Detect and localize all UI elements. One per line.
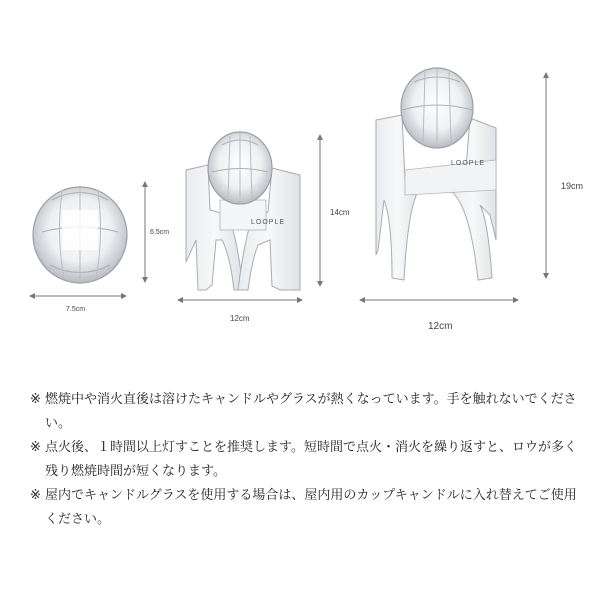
small-width-label: 7.5cm	[66, 306, 86, 313]
note-text: 燃焼中や消火直後は溶けたキャンドルやグラスが熱くなっています。手を触れないでください。	[45, 392, 577, 431]
note-text: 点火後、１時間以上灯すことを推奨します。短時間で点火・消火を繰り返すと、ロウが多く残り燃焼時間が短くなります。	[45, 440, 577, 479]
large-width-label: 12cm	[428, 321, 453, 332]
small-candle-glass	[33, 187, 127, 283]
medium-brand-label: LOOPLE	[251, 219, 286, 226]
small-height-label: 6.5cm	[150, 229, 170, 236]
medium-candle-stand	[186, 132, 300, 290]
medium-height-label: 14cm	[330, 208, 350, 217]
caution-note	[30, 436, 580, 484]
caution-notes	[30, 388, 580, 532]
large-brand-label: LOOPLE	[451, 160, 486, 167]
large-height-label: 19cm	[561, 181, 584, 191]
caution-note	[30, 484, 580, 532]
note-mark: ※	[30, 392, 41, 407]
caution-note	[30, 388, 580, 436]
medium-width-label: 12cm	[230, 314, 250, 323]
note-text: 屋内でキャンドルグラスを使用する場合は、屋内用のカップキャンドルに入れ替えてご使用ください。	[45, 488, 577, 527]
large-candle-stand	[376, 68, 496, 280]
note-mark: ※	[30, 440, 41, 455]
note-mark: ※	[30, 488, 41, 503]
